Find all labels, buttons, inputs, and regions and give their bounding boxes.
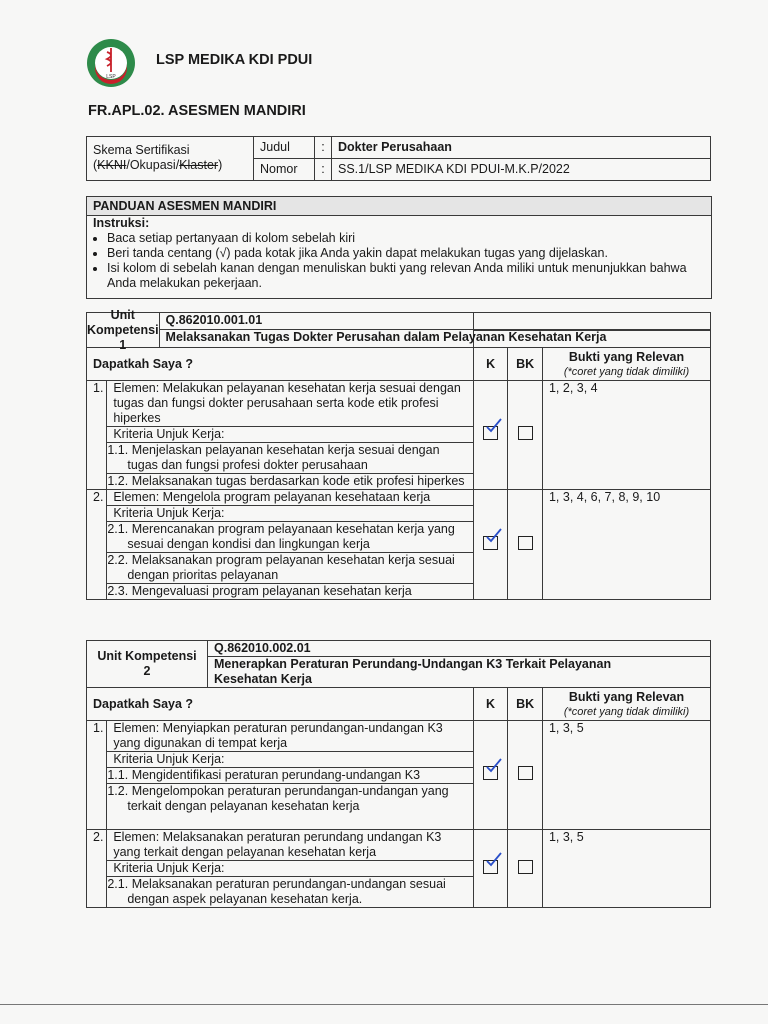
instruction-item: • Beri tanda centang (√) pada kotak jika Anda yakin dapat melakukan tugas yang dijelaskan. xyxy=(107,246,705,261)
unit-code: Q.862010.001.01 xyxy=(160,313,607,330)
unit-label: Unit Kompetensi xyxy=(87,307,159,337)
kriteria-label: Kriteria Unjuk Kerja: xyxy=(107,861,473,877)
bukti-value: 1, 3, 4, 6, 7, 8, 9, 10 xyxy=(542,490,710,600)
guide-title: PANDUAN ASESMEN MANDIRI xyxy=(87,197,711,216)
checkmark-icon xyxy=(485,852,503,868)
kriteria-item: 1.2. Mengelompokan peraturan perundangan-undangan yang terkait dengan pelayanan kesehatan kerja xyxy=(107,784,473,830)
org-name: LSP MEDIKA KDI PDUI xyxy=(156,52,313,68)
kriteria-item: 2.2. Melaksanakan program pelayanan kesehatan kerja sesuai dengan prioritas pelayanan xyxy=(107,553,473,584)
k-checkbox-checked[interactable] xyxy=(473,721,508,830)
element-text: Elemen: Melaksanakan peraturan perundang undangan K3 yang terkait dengan pelayanan kesehatan kerja xyxy=(107,830,473,861)
bk-header: BK xyxy=(508,348,543,381)
form-title: FR.APL.02. ASESMEN MANDIRI xyxy=(88,103,306,119)
bukti-note: (*coret yang tidak dimiliki) xyxy=(563,706,690,718)
unit-number: 1 xyxy=(119,337,127,352)
k-checkbox-checked[interactable] xyxy=(473,490,508,600)
element-text: Elemen: Menyiapkan peraturan perundangan-undangan K3 yang digunakan di tempat kerja xyxy=(107,721,473,752)
kriteria-item: 2.1. Merencanakan program pelayanaan kesehatan kerja yang sesuai dengan kondisi dan lingkungan kerja xyxy=(107,522,473,553)
kriteria-label: Kriteria Unjuk Kerja: xyxy=(107,506,473,522)
bukti-header: Bukti yang Relevan xyxy=(568,690,685,704)
judul-value: Dokter Perusahaan xyxy=(332,137,711,159)
nomor-label: Nomor xyxy=(254,159,315,181)
kriteria-item: 2.3. Mengevaluasi program pelayanan kesehatan kerja xyxy=(107,584,473,600)
bukti-value: 1, 3, 5 xyxy=(542,721,710,830)
bk-checkbox[interactable] xyxy=(508,381,543,490)
k-header: K xyxy=(473,348,508,381)
judul-label: Judul xyxy=(254,137,315,159)
kriteria-label: Kriteria Unjuk Kerja: xyxy=(107,752,473,768)
unit2-table: Unit Kompetensi 2 Q.862010.002.01 Menerapkan Peraturan Perundang-Undangan K3 Terkait Pelayanan Kesehatan Kerja Dapatkah Saya ? K BK Bukti yang Relevan (*coret yang tidak dimiliki) 1. Elemen: Menyiapkan peraturan perundangan-undangan K3 yang digunakan di tempat kerja 1, 3, 5 Kriteria Unjuk Kerja: 1.1. Mengidentifikasi peraturan perundang-undangan K3 1.2. Mengelompokan peraturan perundangan-undangan yang terkait dengan pelayanan kesehatan kerja 2. Elemen: Melaksanakan peraturan perundang undangan K3 yang terkait dengan pelayanan kesehatan kerja 1, 3, 5 Kriteria Unjuk Kerja: 2.1. Melaksanakan peraturan perundangan-undangan sesuai dengan aspek pelayanan kesehatan kerja. xyxy=(86,640,711,908)
kriteria-label: Kriteria Unjuk Kerja: xyxy=(107,427,473,443)
scheme-table: Skema Sertifikasi (KKNI/Okupasi/Klaster) Judul : Dokter Perusahaan Nomor : SS.1/LSP MEDIKA KDI PDUI-M.K.P/2022 xyxy=(86,136,711,181)
instructions-list xyxy=(93,231,705,291)
bk-header: BK xyxy=(508,688,543,721)
svg-text:LSP: LSP xyxy=(106,74,116,80)
bukti-value: 1, 3, 5 xyxy=(542,830,710,908)
element-text: Elemen: Mengelola program pelayanan kesehataan kerja xyxy=(107,490,473,506)
question-header: Dapatkah Saya ? xyxy=(87,348,474,381)
unit-title: Melaksanakan Tugas Dokter Perusahan dalam Pelayanan Kesehatan Kerja xyxy=(165,330,607,344)
checkmark-icon xyxy=(485,758,503,774)
bk-checkbox[interactable] xyxy=(508,490,543,600)
scheme-label: Skema Sertifikasi (KKNI/Okupasi/Klaster) xyxy=(87,137,254,181)
kriteria-item: 1.1. Menjelaskan pelayanan kesehatan kerja sesuai dengan tugas dan fungsi profesi dokter perusahaan xyxy=(107,443,473,474)
unit-number: 2 xyxy=(143,664,151,678)
instruction-item: • Isi kolom di sebelah kanan dengan menuliskan bukti yang relevan Anda miliki untuk menunjukkan bahwa Anda melakukan pekerjaan. xyxy=(107,261,705,291)
k-checkbox-checked[interactable] xyxy=(473,381,508,490)
element-text: Elemen: Melakukan pelayanan kesehatan kerja sesuai dengan tugas dan fungsi dokter perusahaan serta kode etik profesi hiperkes xyxy=(107,381,473,427)
page-bottom-rule xyxy=(0,1004,768,1005)
instruction-item: • Baca setiap pertanyaan di kolom sebelah kiri xyxy=(107,231,705,246)
k-header: K xyxy=(473,688,508,721)
kriteria-item: 1.2. Melaksanakan tugas berdasarkan kode etik profesi hiperkes xyxy=(107,474,473,490)
lsp-logo xyxy=(86,38,136,88)
unit-code: Q.862010.002.01 xyxy=(208,641,710,657)
nomor-value: SS.1/LSP MEDIKA KDI PDUI-M.K.P/2022 xyxy=(332,159,711,181)
kriteria-item: 2.1. Melaksanakan peraturan perundangan-undangan sesuai dengan aspek pelayanan kesehatan kerja. xyxy=(107,877,473,908)
unit-label: Unit Kompetensi xyxy=(97,649,197,663)
unit-title: Menerapkan Peraturan Perundang-Undangan K3 Terkait Pelayanan Kesehatan Kerja xyxy=(214,657,612,686)
bk-checkbox[interactable] xyxy=(508,721,543,830)
bukti-header: Bukti yang Relevan xyxy=(568,350,685,364)
bukti-note: (*coret yang tidak dimiliki) xyxy=(563,366,690,378)
question-header: Dapatkah Saya ? xyxy=(87,688,474,721)
checkmark-icon xyxy=(485,418,503,434)
kriteria-item: 1.1. Mengidentifikasi peraturan perundang-undangan K3 xyxy=(107,768,473,784)
instructions-label: Instruksi: xyxy=(93,216,150,230)
guide-box xyxy=(86,196,712,299)
k-checkbox-checked[interactable] xyxy=(473,830,508,908)
bukti-value: 1, 2, 3, 4 xyxy=(542,381,710,490)
unit1-table: Unit Kompetensi 1 Q.862010.001.01 Melaksanakan Tugas Dokter Perusahan dalam Pelayanan Kesehatan Kerja Dapatkah Saya ? K BK Bukti yang Relevan (*coret yang tidak dimiliki) 1. Elemen: Melakukan pelayanan kesehatan kerja sesuai dengan tugas dan fungsi dokter perusahaan serta kode etik profesi hiperkes 1, 2, 3, 4 Kriteria Unjuk Kerja: 1.1. Menjelaskan pelayanan kesehatan kerja sesuai dengan tugas dan fungsi profesi dokter perusahaan 1.2. Melaksanakan tugas berdasarkan kode etik profesi hiperkes 2. Elemen: Mengelola program pelayanan kesehataan kerja 1, 3, 4, 6, 7, 8, 9, 10 Kriteria Unjuk Kerja: 2.1. Merencanakan program pelayanaan kesehatan kerja yang sesuai dengan kondisi dan lingkungan kerja 2.2. Melaksanakan program pelayanan kesehatan kerja sesuai dengan prioritas pelayanan 2.3. Mengevaluasi program pelayanan kesehatan kerja xyxy=(86,312,711,600)
checkmark-icon xyxy=(485,528,503,544)
bk-checkbox[interactable] xyxy=(508,830,543,908)
